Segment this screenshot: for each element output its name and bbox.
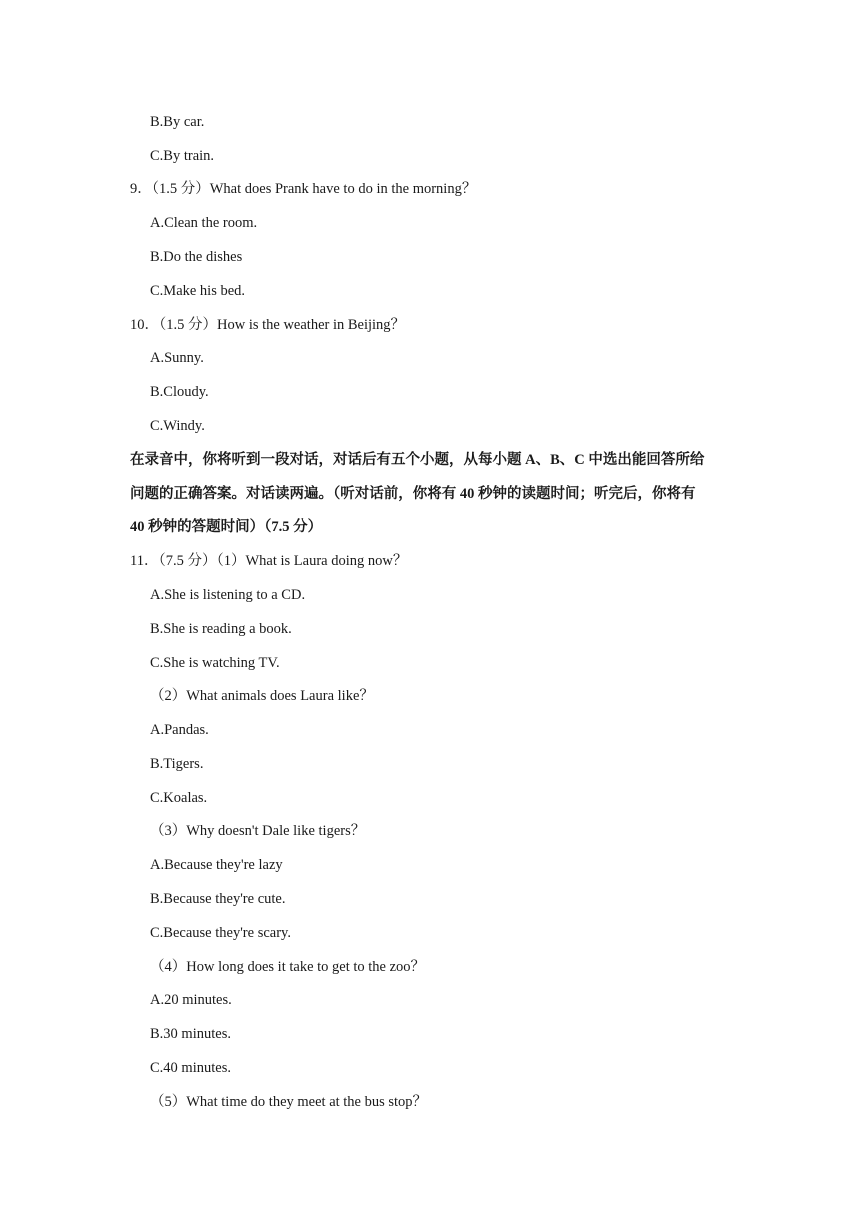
q11-1-option-c: C.She is watching TV. [150,655,280,671]
q8-option-c: C.By train. [150,148,215,164]
q11-4-option-c: C.40 minutes. [150,1060,231,1076]
q11-2-option-c: C.Koalas. [150,790,208,806]
q10-option-c: C.Windy. [150,418,205,434]
q9-stem: 9．（1.5 分）What does Prank have to do in the morning？ [130,181,477,197]
q9-option-c: C.Make his bed. [150,283,246,299]
section-instruction-line-3: 40 秒钟的答题时间）（7.5 分） [130,519,323,535]
q11-2-option-b: B.Tigers. [150,756,204,772]
section-instruction-line-2: 问题的正确答案。对话读两遍。（听对话前，你将有 40 秒钟的读题时间；听完后，你将有 [130,486,696,502]
q11-5-question: （5）What time do they meet at the bus stop？ [150,1094,428,1110]
q11-3-question: （3）Why doesn't Dale like tigers？ [150,823,366,839]
q11-1-option-a: A.She is listening to a CD. [150,587,306,603]
q9-option-a: A.Clean the room. [150,215,258,231]
q11-2-question: （2）What animals does Laura like？ [150,688,374,704]
q10-option-b: B.Cloudy. [150,384,209,400]
section-instruction-line-1: 在录音中，你将听到一段对话，对话后有五个小题，从每小题 A、B、C 中选出能回答所给 [130,452,705,468]
q9-option-b: B.Do the dishes [150,249,243,265]
q10-stem: 10．（1.5 分）How is the weather in Beijing？ [130,317,406,333]
q11-4-option-b: B.30 minutes. [150,1026,231,1042]
q11-stem: 11．（7.5 分）（1）What is Laura doing now？ [130,553,408,569]
q11-3-option-c: C.Because they're scary. [150,925,291,941]
q8-option-b: B.By car. [150,114,205,130]
q10-option-a: A.Sunny. [150,350,204,366]
q11-4-question: （4）How long does it take to get to the zoo？ [150,959,426,975]
q11-4-option-a: A.20 minutes. [150,992,232,1008]
q11-3-option-b: B.Because they're cute. [150,891,286,907]
q11-1-option-b: B.She is reading a book. [150,621,292,637]
q11-3-option-a: A.Because they're lazy [150,857,283,873]
q11-2-option-a: A.Pandas. [150,722,209,738]
